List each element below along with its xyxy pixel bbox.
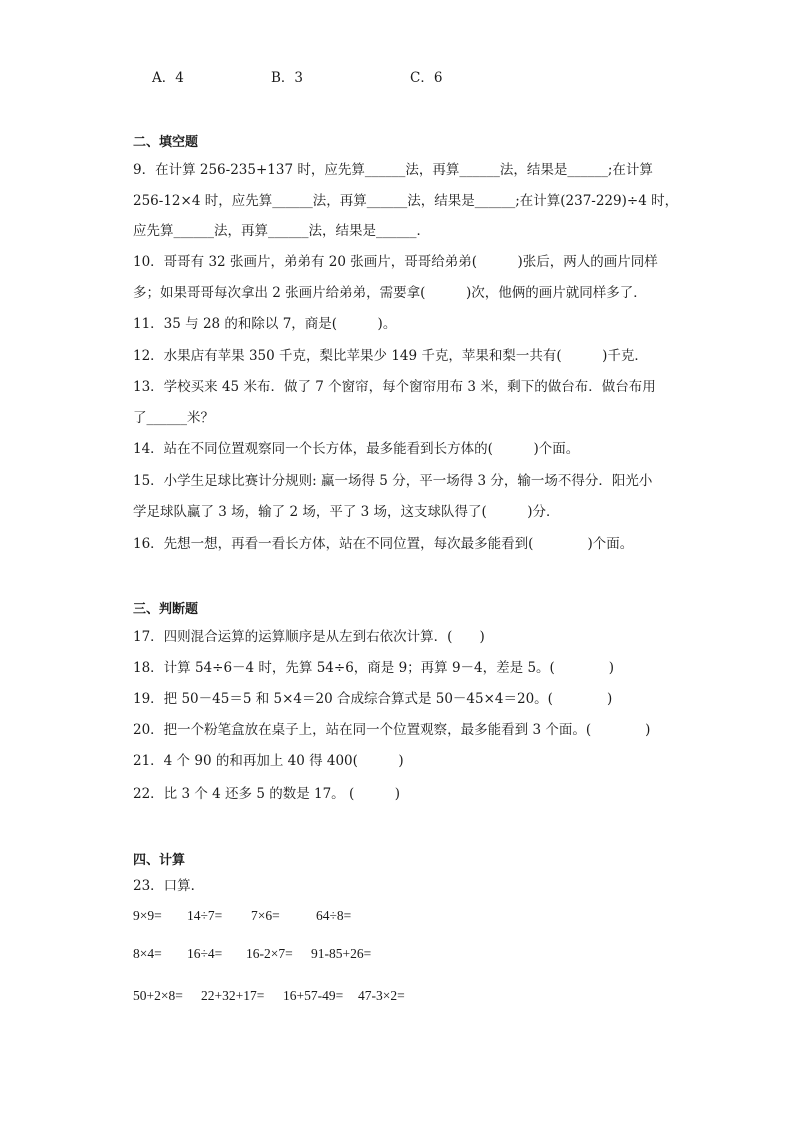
option-c: C．6 [410, 70, 443, 86]
question-line: 学足球队赢了 3 场，输了 2 场，平了 3 场，这支球队得了( )分． [133, 504, 560, 520]
question-line: 10．哥哥有 32 张画片，弟弟有 20 张画片，哥哥给弟弟( )张后，两人的画片同样 [133, 254, 658, 270]
question-line: 23．口算． [133, 878, 205, 894]
calc-item: 9×9= [133, 908, 162, 923]
question-line: 12．水果店有苹果 350 千克，梨比苹果少 149 千克，苹果和梨一共有( )千克． [133, 348, 648, 364]
calc-item: 91-85+26= [311, 946, 372, 961]
question-line: 20．把一个粉笔盒放在桌子上，站在同一个位置观察，最多能看到 3 个面。( ) [133, 722, 651, 738]
calc-item: 14÷7= [187, 908, 223, 923]
section-heading-calc: 四、计算 [133, 853, 186, 868]
calc-item: 16+57-49= [283, 988, 344, 1003]
calc-item: 7×6= [251, 908, 280, 923]
question-line: 15．小学生足球比赛计分规则: 赢一场得 5 分，平一场得 3 分，输一场不得分．阳光小 [133, 473, 653, 489]
question-line: 11．35 与 28 的和除以 7，商是( )。 [133, 316, 397, 332]
question-line: 了______米？ [133, 410, 214, 426]
question-line: 9．在计算 256-235+137 时，应先算______法，再算______法，结果是______;在计算 [133, 162, 653, 178]
calc-item: 47-3×2= [358, 988, 405, 1003]
section-heading-fill: 二、填空题 [133, 135, 199, 150]
question-line: 13．学校买来 45 米布．做了 7 个窗帘，每个窗帘用布 3 米，剩下的做台布．做台布用 [133, 379, 656, 395]
calc-item: 8×4= [133, 946, 162, 961]
calc-item: 64÷8= [316, 908, 352, 923]
question-line: 应先算______法，再算______法，结果是______． [133, 223, 430, 239]
question-line: 19．把 50－45＝5 和 5×4＝20 合成综合算式是 50－45×4＝20。( ) [133, 691, 613, 707]
question-line: 14．站在不同位置观察同一个长方体，最多能看到长方体的( )个面。 [133, 441, 580, 457]
calc-item: 22+32+17= [201, 988, 265, 1003]
calc-item: 50+2×8= [133, 988, 183, 1003]
question-line: 256-12×4 时，应先算______法，再算______法，结果是______;在计算(237-229)÷4 时， [133, 193, 679, 209]
question-line: 18．计算 54÷6－4 时，先算 54÷6，商是 9；再算 9－4，差是 5。( ) [133, 660, 615, 676]
calc-item: 16-2×7= [246, 946, 293, 961]
question-line: 17．四则混合运算的运算顺序是从左到右依次计算．( ) [133, 629, 485, 645]
question-line: 22．比 3 个 4 还多 5 的数是 17。 ( ) [133, 786, 400, 802]
calc-item: 16÷4= [187, 946, 223, 961]
question-line: 21．4 个 90 的和再加上 40 得 400( ) [133, 753, 404, 769]
option-b: B．3 [271, 70, 304, 86]
option-a: A．4 [152, 70, 184, 86]
question-line: 16．先想一想，再看一看长方体，站在不同位置，每次最多能看到( )个面。 [133, 536, 634, 552]
section-heading-judge: 三、判断题 [133, 602, 199, 617]
question-line: 多；如果哥哥每次拿出 2 张画片给弟弟，需要拿( )次，他俩的画片就同样多了． [133, 285, 647, 301]
